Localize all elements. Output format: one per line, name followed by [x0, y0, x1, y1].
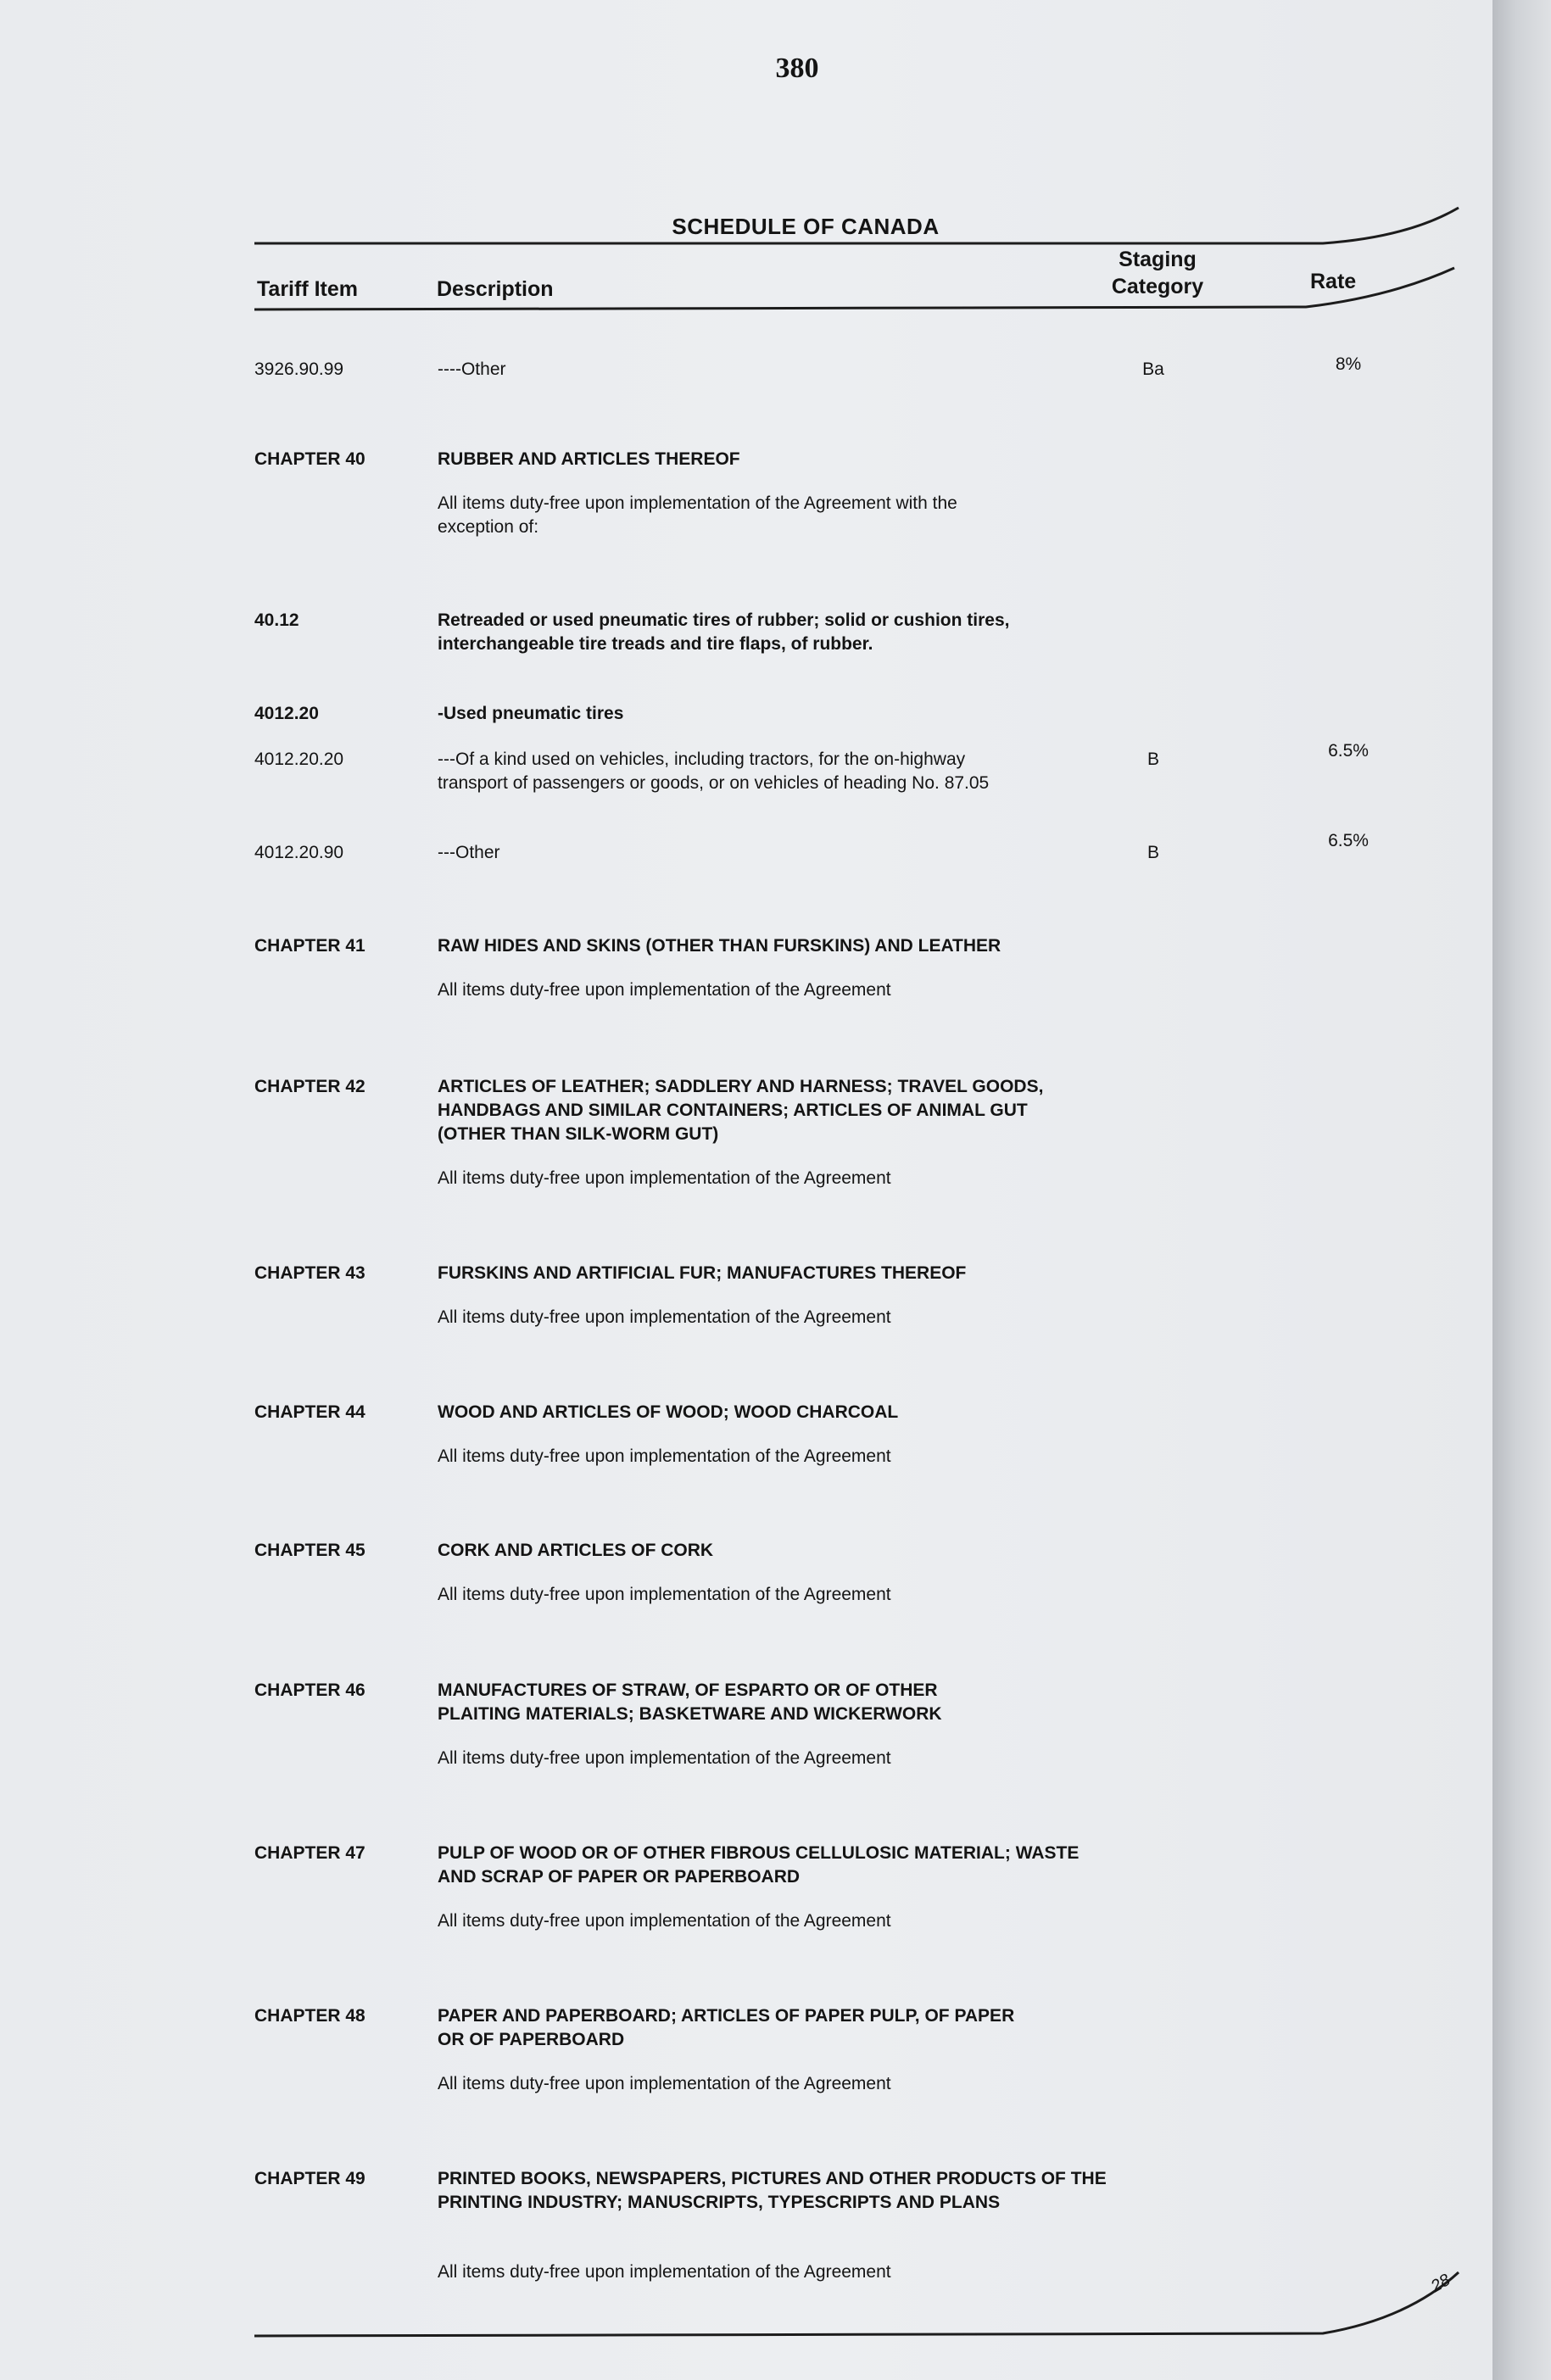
- chapter-title: ARTICLES OF LEATHER; SADDLERY AND HARNESS; TRAVEL GOODS, HANDBAGS AND SIMILAR CONTAINERS; ARTICLES OF ANIMAL GUT (OTHER THAN SILK-WORM GUT): [438, 1077, 1044, 1144]
- chapter-title: PULP OF WOOD OR OF OTHER FIBROUS CELLULOSIC MATERIAL; WASTE AND SCRAP OF PAPER OR PAPERBOARD: [438, 1843, 1080, 1887]
- chapter-title: PAPER AND PAPERBOARD; ARTICLES OF PAPER PULP, OF PAPER OR OF PAPERBOARD: [438, 2006, 1015, 2049]
- header-staging-category: [1081, 246, 1234, 300]
- chapter-title: FURSKINS AND ARTIFICIAL FUR; MANUFACTURES THEREOF: [438, 1263, 967, 1283]
- description: ----Other: [438, 360, 506, 379]
- header-rate: Rate: [1310, 270, 1357, 293]
- chapter-title: CORK AND ARTICLES OF CORK: [438, 1541, 714, 1560]
- chapter-note: All items duty-free upon implementation of the Agreement: [438, 1585, 891, 1604]
- chapter-number: CHAPTER 44: [254, 1402, 365, 1422]
- rate: 6.5%: [1328, 741, 1369, 761]
- staging-category: B: [1147, 750, 1159, 769]
- description: Retreaded or used pneumatic tires of rubber; solid or cushion tires, interchangeable tire treads and tire flaps, of rubber.: [438, 610, 1010, 654]
- staging-category: Ba: [1142, 360, 1164, 379]
- description: ---Other: [438, 843, 500, 862]
- chapter-number: CHAPTER 41: [254, 936, 365, 956]
- chapter-number: CHAPTER 47: [254, 1843, 365, 1863]
- chapter-note: All items duty-free upon implementation of the Agreement: [438, 1307, 891, 1327]
- chapter-title: MANUFACTURES OF STRAW, OF ESPARTO OR OF OTHER PLAITING MATERIALS; BASKETWARE AND WICKERWORK: [438, 1680, 942, 1724]
- page-number: 380: [775, 53, 819, 84]
- chapter-note: All items duty-free upon implementation of the Agreement: [438, 1168, 891, 1188]
- tariff-item: 4012.20: [254, 704, 319, 723]
- tariff-item: 3926.90.99: [254, 360, 344, 379]
- chapter-note: All items duty-free upon implementation of the Agreement: [438, 2074, 891, 2093]
- schedule-title: SCHEDULE OF CANADA: [672, 214, 940, 239]
- rate: 6.5%: [1328, 831, 1369, 850]
- chapter-note: All items duty-free upon implementation of the Agreement: [438, 1446, 891, 1466]
- chapter-title: RUBBER AND ARTICLES THEREOF: [438, 449, 740, 469]
- chapter-note: All items duty-free upon implementation of the Agreement: [438, 1911, 891, 1931]
- tariff-item: 4012.20.20: [254, 750, 344, 769]
- description: -Used pneumatic tires: [438, 704, 624, 723]
- header-description: Description: [437, 277, 554, 301]
- footer-page-number: 28: [1427, 2270, 1454, 2297]
- chapter-number: CHAPTER 49: [254, 2169, 365, 2188]
- chapter-title: PRINTED BOOKS, NEWSPAPERS, PICTURES AND OTHER PRODUCTS OF THE PRINTING INDUSTRY; MANUSCRIPTS, TYPESCRIPTS AND PLANS: [438, 2169, 1107, 2212]
- chapter-number: CHAPTER 48: [254, 2006, 365, 2026]
- chapter-number: CHAPTER 40: [254, 449, 365, 469]
- chapter-title: WOOD AND ARTICLES OF WOOD; WOOD CHARCOAL: [438, 1402, 899, 1422]
- chapter-note: All items duty-free upon implementation of the Agreement: [438, 2262, 891, 2282]
- header-tariff-item: Tariff Item: [257, 277, 358, 301]
- rate: 8%: [1335, 354, 1362, 374]
- staging-category: B: [1147, 843, 1159, 862]
- tariff-item: 4012.20.90: [254, 843, 344, 862]
- chapter-number: CHAPTER 45: [254, 1541, 365, 1560]
- chapter-note: All items duty-free upon implementation of the Agreement with the exception of:: [438, 493, 957, 537]
- chapter-number: CHAPTER 42: [254, 1077, 365, 1096]
- chapter-note: All items duty-free upon implementation of the Agreement: [438, 980, 891, 1000]
- header-staging-line1: Staging: [1119, 248, 1197, 271]
- chapter-number: CHAPTER 46: [254, 1680, 365, 1700]
- description: ---Of a kind used on vehicles, including tractors, for the on-highway transport of passengers or goods, or on vehicles of heading No. 87.05: [438, 750, 990, 793]
- header-staging-line2: Category: [1111, 275, 1204, 298]
- tariff-item: 40.12: [254, 610, 299, 630]
- chapter-note: All items duty-free upon implementation of the Agreement: [438, 1748, 891, 1768]
- chapter-title: RAW HIDES AND SKINS (OTHER THAN FURSKINS) AND LEATHER: [438, 936, 1001, 956]
- chapter-number: CHAPTER 43: [254, 1263, 365, 1283]
